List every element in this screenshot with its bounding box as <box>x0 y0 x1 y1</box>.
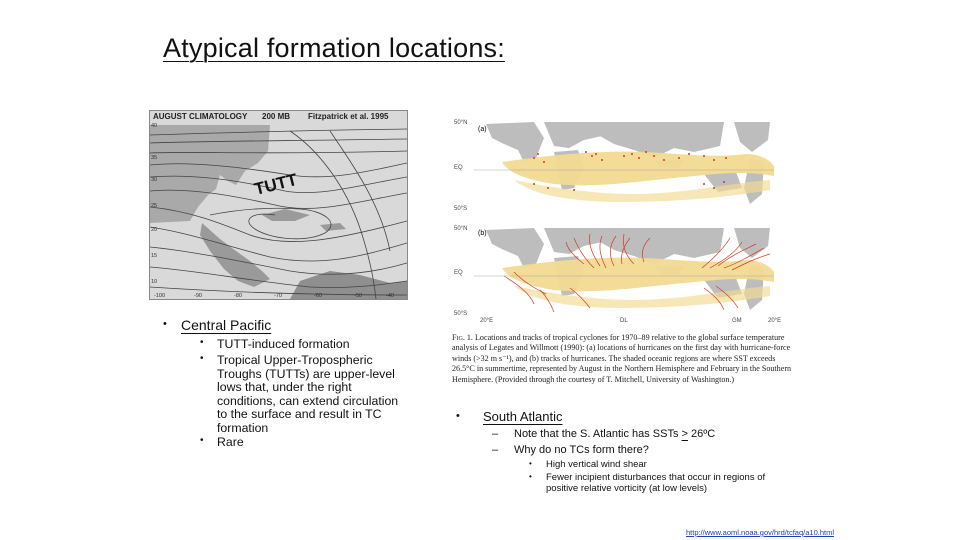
map-header-mid: 200 MB <box>262 112 291 121</box>
bullet-rare: Rare <box>217 435 244 449</box>
lon-label: -90 <box>194 293 202 299</box>
lat-label: 50°S <box>454 311 468 317</box>
bullet-tutt-definition: Tropical Upper-Tropospheric Troughs (TUTTs) are upper-level lows that, under the right conditions, can extend circulation to the surface and result in TC formation <box>217 353 399 435</box>
lat-label: 50°N <box>454 120 468 126</box>
sst-note-prefix: Note that the S. Atlantic has SSTs <box>514 428 682 440</box>
wind-shear-item: High vertical wind shear <box>546 459 647 470</box>
lon-label: -60 <box>314 293 322 299</box>
caption-text: Locations and tracks of tropical cyclones for 1970–89 relative to the global surface temperature analysis of Legates and Willmott (1990): (a) locations of hurricanes on the first day with hurricane-force winds (>32 m s⁻¹), and (b) tracks of hurricanes. The shaded oceanic regions are where SST exceeds 26.5°C in summertime, represented by August in the Northern Hemisphere and February in the Southern Hemisphere. (Provided through the courtesy of T. Mitchell, University of Washington.) <box>452 333 792 384</box>
map-header-left: AUGUST CLIMATOLOGY <box>153 112 248 121</box>
lon-label: GM <box>732 318 742 324</box>
bullet-dot: • <box>456 410 460 422</box>
figure-caption <box>452 333 797 385</box>
lon-label: DL <box>620 318 628 324</box>
panel-a-locations <box>474 118 774 210</box>
lat-label: EQ <box>454 165 463 171</box>
slide-title: Atypical formation locations: <box>163 33 505 63</box>
lon-label: -40 <box>386 293 394 299</box>
lat-label: 50°S <box>454 206 468 212</box>
panel-b-svg <box>474 224 774 316</box>
lat-label: 15 <box>151 253 158 259</box>
lat-label: 40 <box>151 123 158 129</box>
map-header-right: Fitzpatrick et al. 1995 <box>308 112 389 121</box>
sst-note-suffix: 26ºC <box>687 428 716 440</box>
tutt-climatology-map <box>149 110 408 300</box>
panel-b-tracks <box>474 224 774 316</box>
lat-label: 50°N <box>454 226 468 232</box>
bullet-dot: • <box>200 337 204 348</box>
lat-label: 25 <box>151 203 158 209</box>
lon-label: 20°E <box>768 318 782 324</box>
bullet-dot: • <box>200 435 204 446</box>
bullet-dot: • <box>200 353 204 364</box>
bullet-tutt-induced: TUTT-induced formation <box>217 337 350 351</box>
sst-note <box>514 428 715 440</box>
global-tc-figure <box>450 118 795 328</box>
bullet-dot: • <box>163 318 167 330</box>
lon-label: -100 <box>154 293 166 299</box>
north-america-land <box>150 125 270 223</box>
panel-b-label: (b) <box>478 230 487 237</box>
bullet-dot: • <box>529 459 532 468</box>
disturbances-item: Fewer incipient disturbances that occur in regions of positive relative vorticity (at low levels) <box>546 472 766 494</box>
lon-label: -70 <box>274 293 282 299</box>
lat-label: 30 <box>151 177 158 183</box>
hispaniola-land <box>320 223 346 231</box>
panel-a-svg <box>474 118 774 210</box>
lat-label: EQ <box>454 270 463 276</box>
tutt-label: TUTT <box>252 169 300 199</box>
panel-a-label: (a) <box>478 126 487 133</box>
streamline-map-svg <box>150 111 407 299</box>
lat-label: 35 <box>151 155 158 161</box>
dash-marker: – <box>492 444 499 456</box>
why-no-tcs: Why do no TCs form there? <box>514 444 649 456</box>
dash-marker: – <box>492 428 499 440</box>
geq-symbol: > <box>681 428 688 440</box>
caption-fig-label: Fig. 1. <box>452 333 473 342</box>
lon-label: 20°E <box>480 318 494 324</box>
lat-label: 10 <box>151 279 158 285</box>
lon-label: -50 <box>354 293 362 299</box>
bullet-dot: • <box>529 472 532 481</box>
south-atlantic-heading: South Atlantic <box>483 409 563 424</box>
source-link[interactable]: http://www.aoml.noaa.gov/hrd/tcfaq/a10.html <box>686 528 834 537</box>
cuba-land <box>262 209 310 221</box>
lat-label: 20 <box>151 227 158 233</box>
central-pacific-heading: Central Pacific <box>181 317 272 333</box>
lon-label: -80 <box>234 293 242 299</box>
